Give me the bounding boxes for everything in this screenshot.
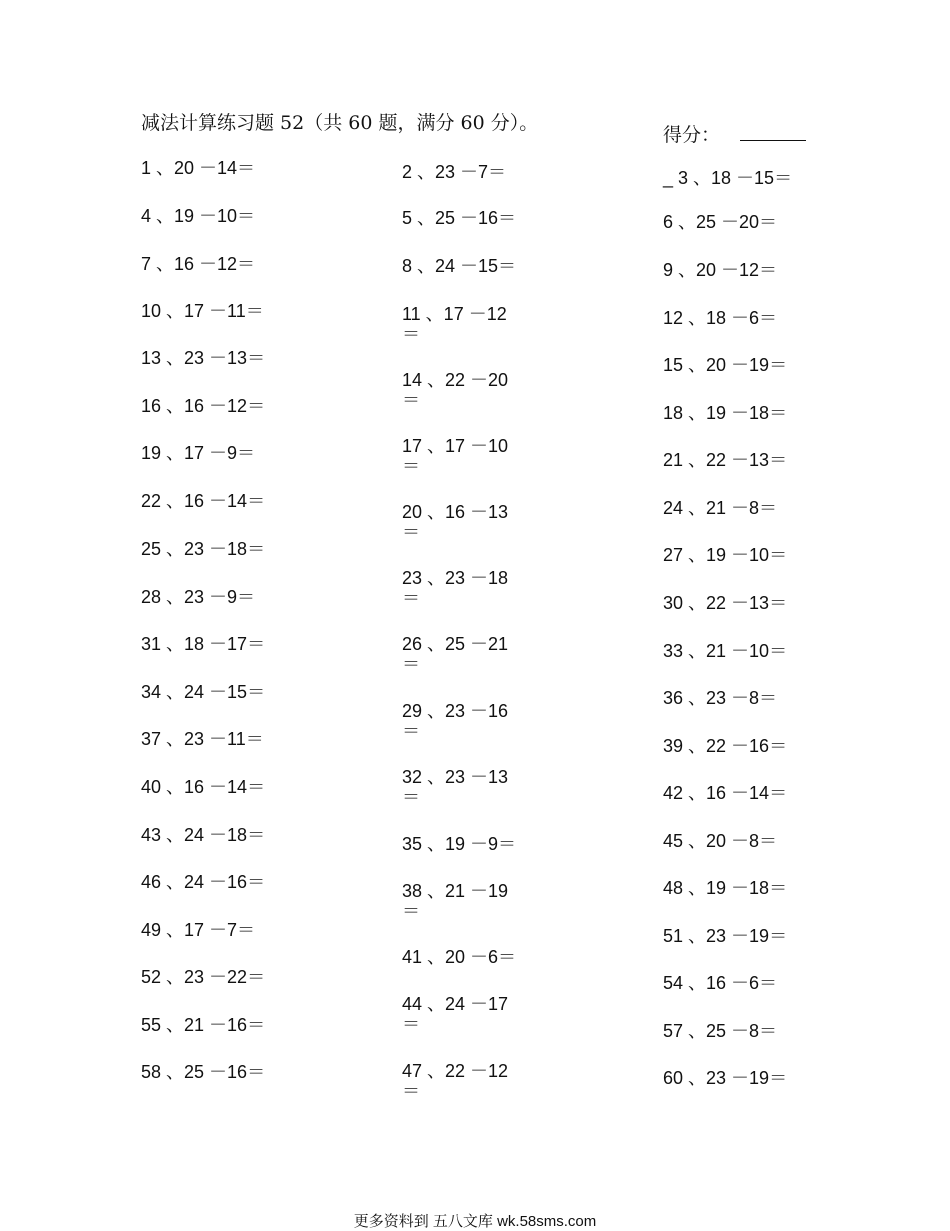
problem-item: 25 、23 －18＝ [141, 539, 266, 559]
problem-item: 11 、17 －12 ＝ [402, 304, 507, 344]
problem-item: 12 、18 －6＝ [663, 308, 778, 328]
score-blank[interactable] [740, 126, 806, 141]
problem-item: 42 、16 －14＝ [663, 783, 788, 803]
problem-item: 31 、18 －17＝ [141, 634, 266, 654]
problem-item: 28 、23 －9＝ [141, 587, 256, 607]
problem-item: 54 、16 －6＝ [663, 973, 778, 993]
page-title: 减法计算练习题 52（共 60 题，满分 60 分）。 [141, 112, 539, 134]
problem-item: 30 、22 －13＝ [663, 593, 788, 613]
problem-item: 32 、23 －13 ＝ [402, 767, 509, 807]
problem-item: 38 、21 －19 ＝ [402, 881, 509, 921]
problem-item: 27 、19 －10＝ [663, 545, 788, 565]
problem-item: 10 、17 －11＝ [141, 301, 264, 321]
problem-item: 35 、19 －9＝ [402, 834, 517, 854]
problem-item: 15 、20 －19＝ [663, 355, 788, 375]
problem-item: 46 、24 －16＝ [141, 872, 266, 892]
problem-item: 48 、19 －18＝ [663, 878, 788, 898]
problem-item: 2 、23 －7＝ [402, 162, 507, 182]
problem-item: 14 、22 －20 ＝ [402, 370, 509, 410]
problem-item: 17 、17 －10 ＝ [402, 436, 509, 476]
problem-item: _ 3 、18 －15＝ [663, 168, 793, 188]
problem-item: 7 、16 －12＝ [141, 254, 256, 274]
problem-item: 39 、22 －16＝ [663, 736, 788, 756]
problem-item: 4 、19 －10＝ [141, 206, 256, 226]
problem-item: 9 、20 －12＝ [663, 260, 778, 280]
problem-item: 26 、25 －21 ＝ [402, 634, 509, 674]
problem-item: 33 、21 －10＝ [663, 641, 788, 661]
problem-item: 8 、24 －15＝ [402, 256, 517, 276]
problem-item: 29 、23 －16 ＝ [402, 701, 509, 741]
problem-item: 1 、20 －14＝ [141, 158, 256, 178]
score-label: 得分： [663, 124, 721, 146]
problem-item: 16 、16 －12＝ [141, 396, 266, 416]
problem-item: 47 、22 －12 ＝ [402, 1061, 509, 1101]
problem-item: 58 、25 －16＝ [141, 1062, 266, 1082]
problem-item: 49 、17 －7＝ [141, 920, 256, 940]
problem-item: 36 、23 －8＝ [663, 688, 778, 708]
footer-source: 更多资料到 五八文库 wk.58sms.com [353, 1213, 597, 1230]
problem-item: 19 、17 －9＝ [141, 443, 256, 463]
problem-item: 22 、16 －14＝ [141, 491, 266, 511]
problem-item: 21 、22 －13＝ [663, 450, 788, 470]
problem-item: 20 、16 －13 ＝ [402, 502, 509, 542]
problem-item: 55 、21 －16＝ [141, 1015, 266, 1035]
problem-item: 5 、25 －16＝ [402, 208, 517, 228]
problem-item: 44 、24 －17 ＝ [402, 994, 509, 1034]
problem-item: 13 、23 －13＝ [141, 348, 266, 368]
problem-item: 24 、21 －8＝ [663, 498, 778, 518]
problem-item: 57 、25 －8＝ [663, 1021, 778, 1041]
score-field [663, 120, 806, 147]
problem-item: 45 、20 －8＝ [663, 831, 778, 851]
problem-item: 18 、19 －18＝ [663, 403, 788, 423]
problem-item: 37 、23 －11＝ [141, 729, 264, 749]
problem-item: 40 、16 －14＝ [141, 777, 266, 797]
problem-item: 52 、23 －22＝ [141, 967, 266, 987]
problem-item: 23 、23 －18 ＝ [402, 568, 509, 608]
problem-item: 6 、25 －20＝ [663, 212, 778, 232]
problem-item: 43 、24 －18＝ [141, 825, 266, 845]
problem-item: 60 、23 －19＝ [663, 1068, 788, 1088]
problem-item: 34 、24 －15＝ [141, 682, 266, 702]
problem-item: 41 、20 －6＝ [402, 947, 517, 967]
problem-item: 51 、23 －19＝ [663, 926, 788, 946]
